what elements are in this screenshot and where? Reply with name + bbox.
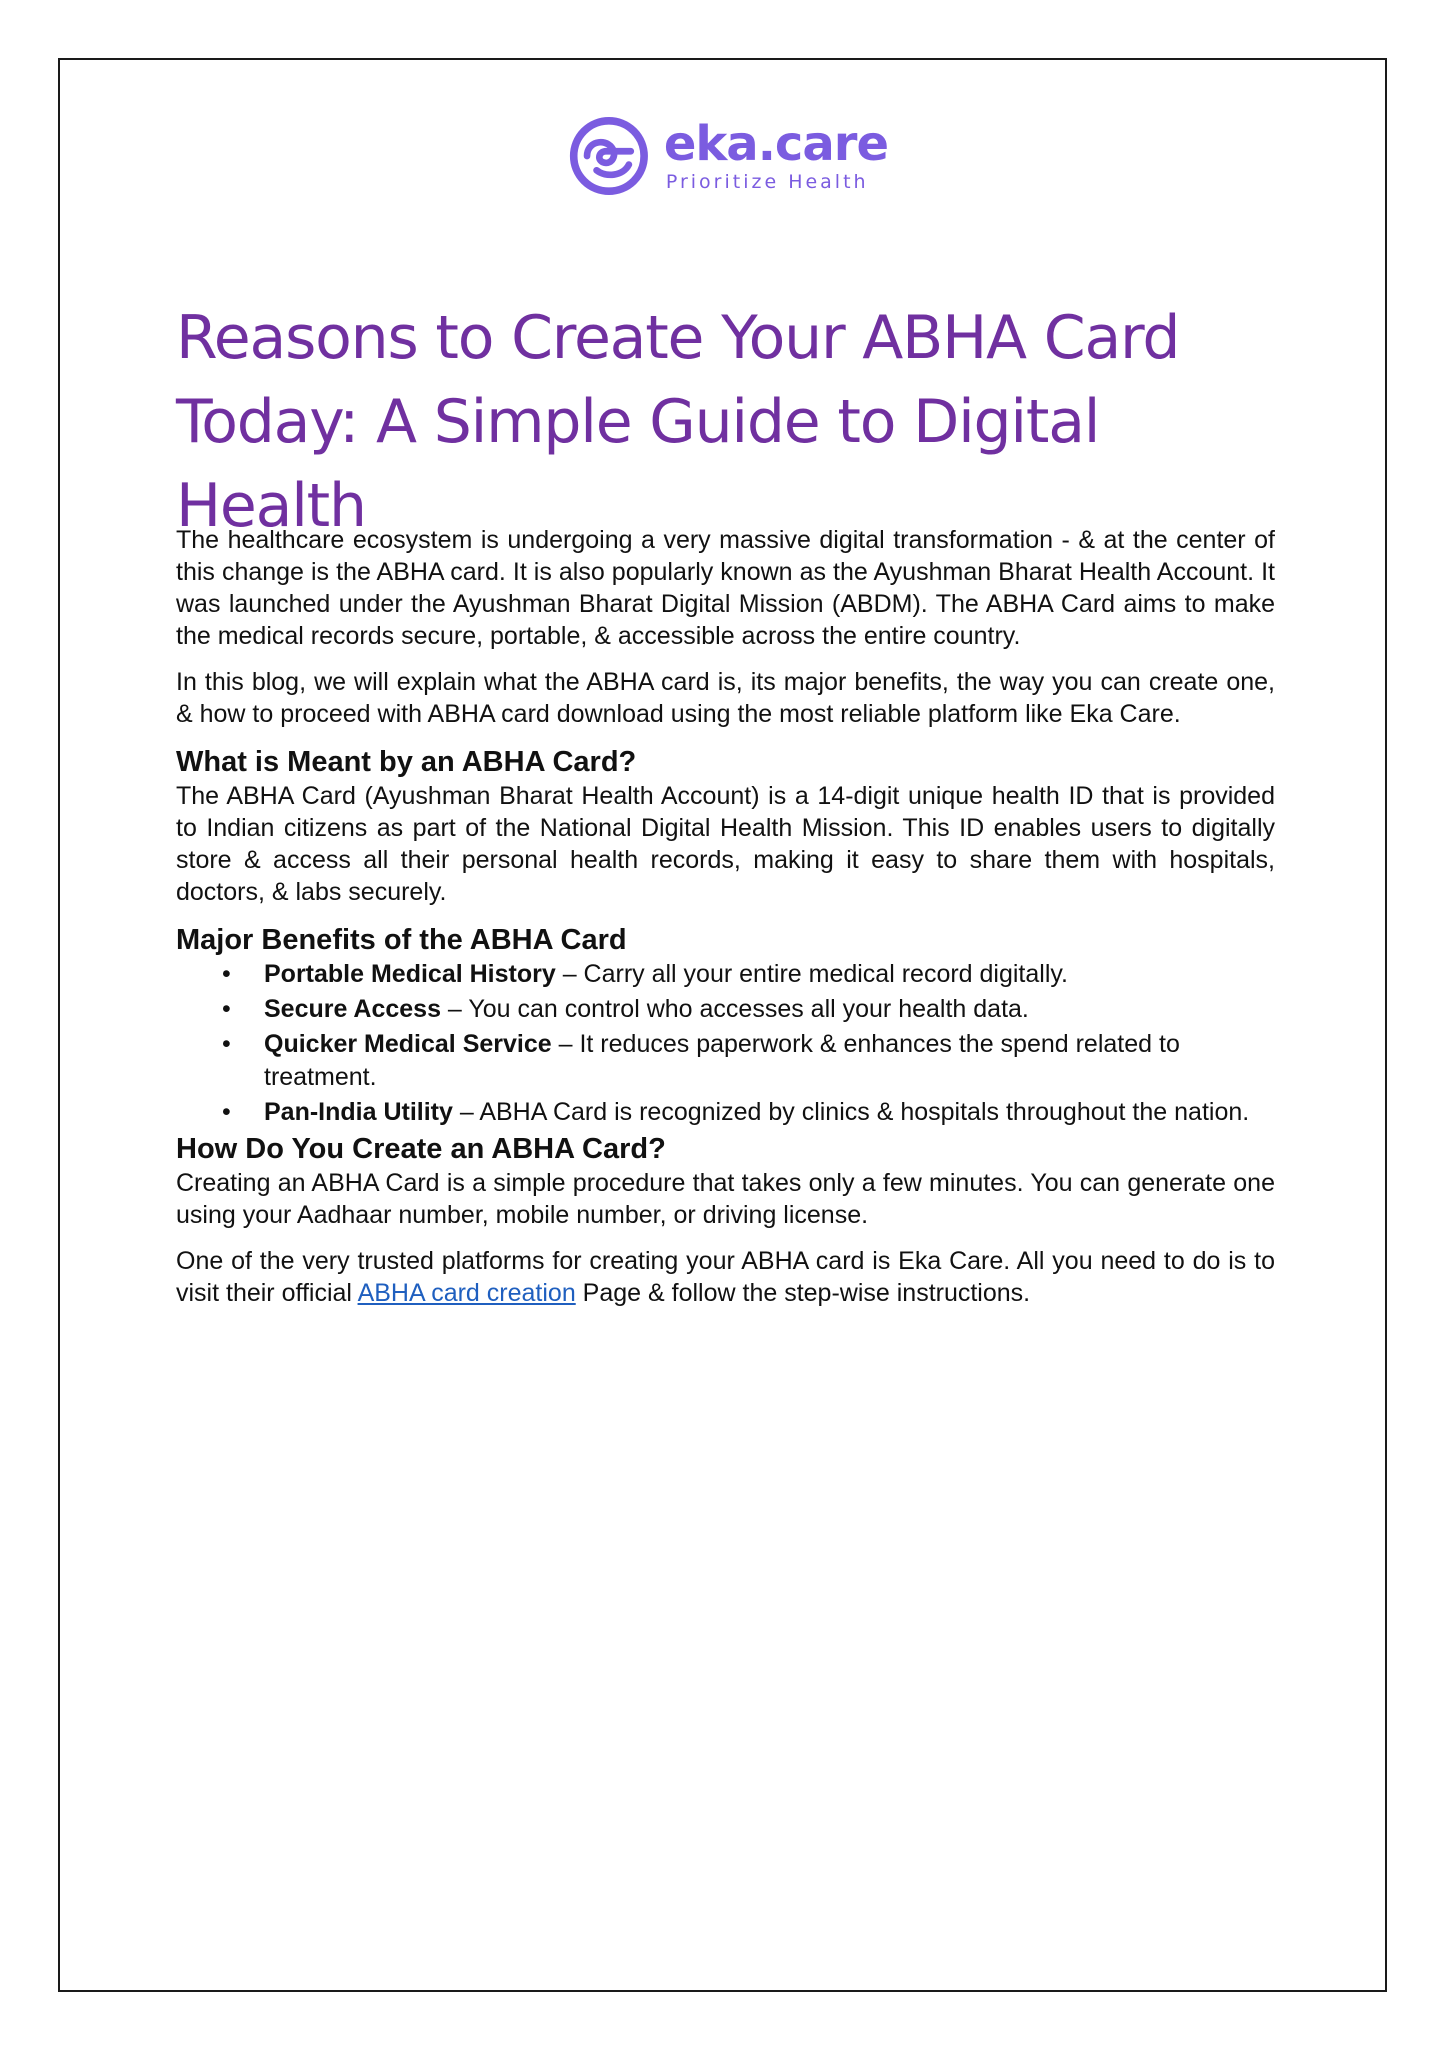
heading-what-is-abha: What is Meant by an ABHA Card?	[176, 746, 637, 778]
article-body	[176, 524, 1275, 1323]
what-is-abha-paragraph: The ABHA Card (Ayushman Bharat Health Account) is a 14-digit unique health ID that is provided to Indian citizens as part of the National Digital Health Mission. This ID enables users to digitally store & access all their personal health records, making it easy to share them with hospitals, doctors, & labs securely.	[176, 782, 1275, 906]
benefit-text: – You can control who accesses all your health data.	[440, 995, 1029, 1023]
bullet: •	[222, 995, 231, 1023]
eka-care-logo-icon	[568, 113, 650, 199]
logo-text	[664, 118, 888, 194]
benefit-text: – It reduces paperwork & enhances the spend related to treatment.	[264, 1030, 1180, 1091]
benefit-term: Pan-India Utility	[264, 1098, 453, 1126]
page-title-line-2: Today: A Simple Guide to Digital Health	[176, 387, 1100, 541]
benefit-term: Secure Access	[264, 995, 441, 1023]
brand-logo[interactable]	[568, 108, 888, 204]
intro-paragraph-1: The healthcare ecosystem is undergoing a very massive digital transformation - & at the center of this change is the ABHA card. It is also popularly known as the Ayushman Bharat Health Account. It was launched under the Ayushman Bharat Digital Mission (ABDM). The ABHA Card aims to make the medical records secure, portable, & accessible across the entire country.	[176, 526, 1275, 650]
page-title-line-1: Reasons to Create Your ABHA Card	[176, 303, 1180, 373]
benefit-text: – ABHA Card is recognized by clinics & hospitals throughout the nation.	[452, 1098, 1250, 1126]
bullet: •	[222, 960, 231, 988]
bullet: •	[222, 1030, 231, 1058]
how-to-create-paragraph-1: Creating an ABHA Card is a simple procedure that takes only a few minutes. You can generate one using your Aadhaar number, mobile number, or driving license.	[176, 1169, 1275, 1229]
paragraph-text-after-link: Page & follow the step-wise instructions.	[575, 1279, 1031, 1307]
heading-how-to-create: How Do You Create an ABHA Card?	[176, 1133, 666, 1165]
list-item	[176, 1096, 1275, 1129]
benefit-text: – Carry all your entire medical record digitally.	[555, 960, 1068, 988]
list-item	[176, 1028, 1275, 1094]
benefit-term: Quicker Medical Service	[264, 1030, 552, 1058]
how-to-create-paragraph-2	[176, 1245, 1275, 1309]
paragraph-text-before-link: One of the very trusted platforms for creating your ABHA card is Eka Care. All you need to do is to visit their official	[176, 1247, 1275, 1307]
logo-tagline: Prioritize Health	[665, 171, 869, 193]
benefit-term: Portable Medical History	[264, 960, 556, 988]
list-item	[176, 993, 1275, 1026]
page-title	[176, 296, 1296, 548]
bullet: •	[222, 1098, 231, 1126]
abha-card-creation-link[interactable]: ABHA card creation	[357, 1279, 576, 1307]
intro-paragraph-2: In this blog, we will explain what the ABHA card is, its major benefits, the way you can create one, & how to proceed with ABHA card download using the most reliable platform like Eka Care.	[176, 668, 1275, 728]
logo-brand-name: eka.care	[663, 116, 888, 172]
benefits-list	[176, 958, 1275, 1129]
heading-major-benefits: Major Benefits of the ABHA Card	[176, 924, 627, 956]
list-item	[176, 958, 1275, 991]
